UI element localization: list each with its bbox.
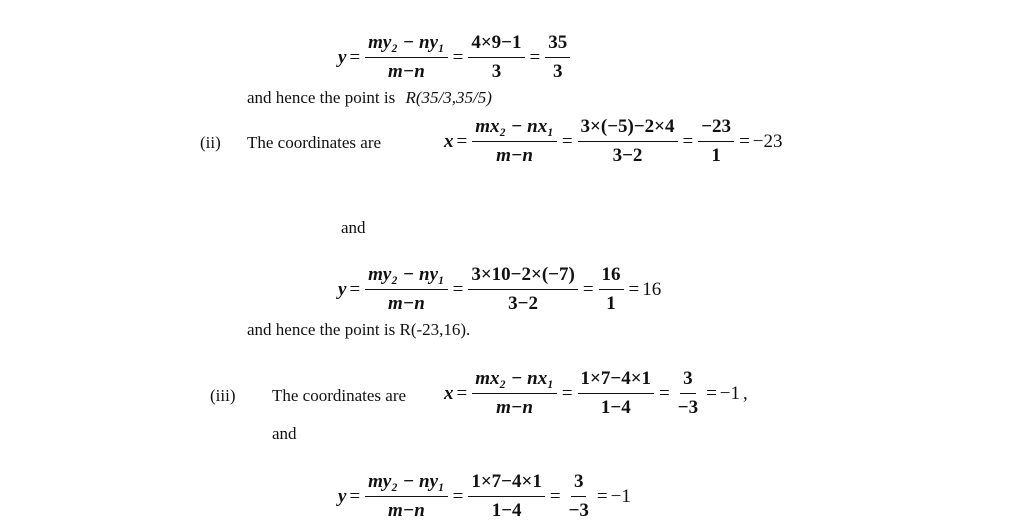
fraction — [472, 367, 557, 420]
fraction-denominator: 3−2 — [508, 293, 538, 314]
fraction-numerator: −23 — [698, 115, 734, 142]
fraction-numerator: 3×10−2×(−7) — [468, 263, 577, 290]
equation-lhs: x — [444, 382, 454, 404]
equation-lhs: y — [338, 278, 347, 300]
fraction — [698, 115, 734, 168]
fraction-denominator: m−n — [387, 500, 425, 521]
part-iii-x-equation: x = $\frac{\text{mx₂ − nx₁}}{m-n}$ = $\frac{1\times 7-4\times 1}{1-4}$ = $\frac{3}{-3}$ = −1 , — [444, 368, 748, 418]
part-iii-and: and — [272, 424, 297, 443]
fraction-denominator: 3−2 — [612, 145, 643, 166]
fraction-numerator: 16 — [599, 263, 624, 290]
fraction-numerator: 4×9−1 — [468, 31, 524, 58]
fraction-denominator: 1−4 — [600, 397, 631, 418]
fraction-numerator: 35 — [545, 31, 570, 58]
equation-lhs: x — [444, 130, 454, 152]
fraction — [675, 367, 701, 420]
fraction-numerator: my₂ − ny₁ — [365, 470, 447, 497]
fraction-denominator: 3 — [491, 61, 502, 82]
fraction — [472, 115, 557, 168]
fraction-numerator: mx₂ − nx₁ — [472, 367, 557, 394]
part-iii-y-equation: y = $\frac{\text{my₂ − ny₁}}{m-n}$ = $\frac{1\times 7-4\times 1}{1-4}$ = $\frac{3}{-3}$ = −1 — [338, 471, 631, 521]
fraction-denominator: m−n — [387, 61, 425, 82]
fraction — [545, 31, 570, 84]
fraction-numerator: 3×(−5)−2×4 — [578, 115, 678, 142]
fraction-denominator: −3 — [677, 397, 699, 418]
fraction-denominator: 1 — [606, 293, 616, 314]
fraction-numerator: 1×7−4×1 — [578, 367, 654, 394]
fraction-denominator: 3 — [552, 61, 563, 82]
fraction-denominator: m−n — [387, 293, 425, 314]
fraction-denominator: m−n — [496, 397, 533, 418]
part-ii-label: (ii) — [200, 133, 221, 152]
fraction — [365, 263, 447, 316]
part-ii-conclusion: and hence the point is R(-23,16). — [247, 320, 471, 339]
fraction-numerator: mx₂ − nx₁ — [472, 115, 557, 142]
equation-result: −1 — [610, 485, 631, 507]
part-ii-y-equation: y = $\frac{\text{my₂ − ny₁}}{m-n}$ = $\frac{3\times 10-2\times(-7)}{3-2}$ = $\frac{16}{1}$ = 16 — [338, 264, 662, 314]
equation-lhs: y — [338, 46, 347, 68]
equation-trailing-comma: , — [743, 382, 748, 404]
fraction-numerator: my₂ − ny₁ — [365, 263, 447, 290]
fraction — [365, 31, 447, 84]
fraction — [566, 470, 592, 523]
part-ii-x-equation: x = $\frac{\text{mx₂ − nx₁}}{m-n}$ = $\frac{3\times(-5)-2\times 4}{3-2}$ = $\frac{-23}{1}$ = −23 — [444, 116, 783, 166]
fraction — [365, 470, 447, 523]
fraction — [468, 470, 544, 523]
equation-result: −23 — [752, 130, 783, 152]
part-i-conclusion — [247, 88, 492, 108]
fraction — [599, 263, 624, 316]
fraction-numerator: my₂ − ny₁ — [365, 31, 447, 58]
fraction-denominator: m−n — [496, 145, 533, 166]
part-ii-intro: The coordinates are — [247, 133, 382, 152]
fraction-numerator: 3 — [680, 367, 696, 394]
conclusion-point: R(35/3,35/5) — [405, 88, 492, 107]
part-iii-intro: The coordinates are — [272, 386, 407, 405]
part-iii-label: (iii) — [210, 386, 236, 405]
fraction — [578, 367, 654, 420]
conclusion-text: and hence the point is — [247, 88, 396, 107]
fraction-numerator: 1×7−4×1 — [468, 470, 544, 497]
fraction-denominator: 1 — [711, 145, 721, 166]
fraction — [578, 115, 678, 168]
equation-result: −1 — [719, 382, 741, 404]
fraction-numerator: 3 — [571, 470, 587, 497]
part-i-y-equation: y = $\frac{\text{my₂ − ny₁}}{m-n}$ = $\frac{4\times 9-1}{3}$ = $\frac{35}{3}$ — [338, 31, 572, 84]
fraction-denominator: 1−4 — [491, 500, 522, 521]
part-ii-and: and — [341, 218, 366, 237]
fraction — [468, 263, 577, 316]
equation-result: 16 — [642, 278, 662, 300]
fraction-denominator: −3 — [568, 500, 589, 521]
fraction — [468, 31, 524, 84]
equation-lhs: y — [338, 485, 347, 507]
